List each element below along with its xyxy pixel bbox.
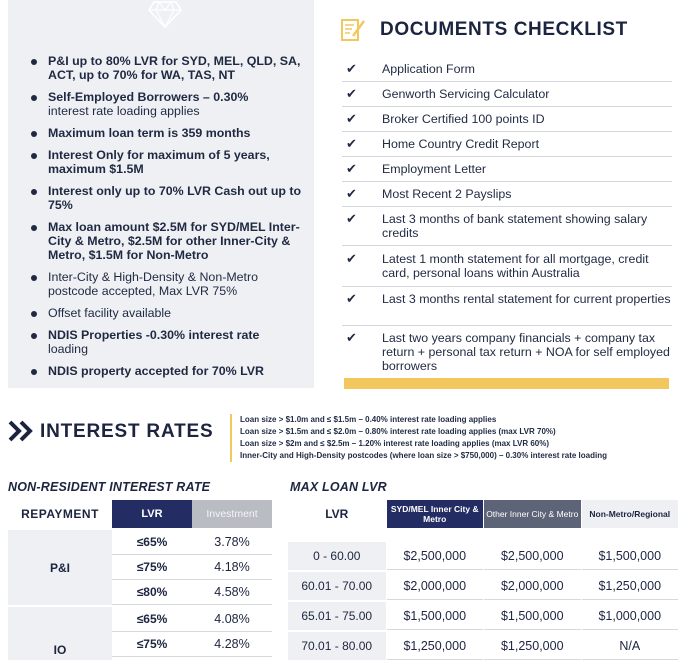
criteria-item: Self-Employed Borrowers – 0.30% interest rate loading applies — [28, 90, 308, 118]
check-icon: ✔ — [346, 211, 357, 226]
documents-checklist — [342, 57, 672, 378]
checklist-item: ✔ Genworth Servicing Calculator — [342, 82, 672, 107]
check-icon: ✔ — [346, 291, 357, 306]
checklist-item: ✔ Employment Letter — [342, 157, 672, 182]
repayment-label: P&I — [8, 530, 112, 605]
investment-header: Investment — [192, 500, 272, 528]
non-resident-rate-table — [8, 500, 272, 660]
checklist-icon — [340, 16, 366, 42]
loading-note: Inner-City and High-Density postcodes (where loan size > $750,000) – 0.30% interest rate loading — [240, 451, 607, 460]
loading-notes — [230, 414, 607, 462]
table-row: 0 - 60.00 $2,500,000 $2,500,000 $1,500,000 — [288, 542, 678, 570]
criteria-list — [28, 54, 308, 386]
checklist-item: ✔ Most Recent 2 Payslips — [342, 182, 672, 207]
loading-note: Loan size > $1.5m and ≤ $2.0m – 0.80% interest rate loading applies (max LVR 70%) — [240, 427, 556, 436]
table-header — [8, 500, 272, 528]
table-row: ≤65% 3.78% — [112, 530, 272, 555]
table-row: 65.01 - 75.00 $1,500,000 $1,500,000 $1,000,000 — [288, 602, 678, 630]
max-loan-table — [288, 500, 678, 660]
lvr-header: LVR — [325, 507, 349, 521]
repayment-header: REPAYMENT — [21, 507, 99, 521]
max-loan-heading: MAX LOAN LVR — [290, 480, 387, 494]
non-resident-heading: NON-RESIDENT INTEREST RATE — [8, 480, 211, 494]
checklist-item: ✔ Last two years company financials + company tax return + personal tax return + NOA for self employed borrowers — [342, 326, 672, 378]
loading-note: Loan size > $2m and ≤ $2.5m – 1.20% interest rate loading applies (max LVR 60%) — [240, 439, 550, 448]
repayment-label: IO — [8, 607, 112, 660]
check-icon: ✔ — [346, 61, 357, 76]
criteria-panel — [8, 0, 314, 388]
criteria-item: P&I up to 80% LVR for SYD, MEL, QLD, SA, ACT, up to 70% for WA, TAS, NT — [28, 54, 308, 82]
diamond-icon — [148, 0, 182, 28]
table-row: 60.01 - 70.00 $2,000,000 $2,000,000 $1,250,000 — [288, 572, 678, 600]
criteria-item: Interest Only for maximum of 5 years, maximum $1.5M — [28, 148, 308, 176]
check-icon: ✔ — [346, 251, 357, 266]
table-row: ≤75% 4.28% — [112, 632, 272, 657]
check-icon: ✔ — [346, 186, 357, 201]
check-icon: ✔ — [346, 330, 357, 345]
criteria-item: NDIS Properties -0.30% interest rate loading — [28, 328, 308, 356]
check-icon: ✔ — [346, 161, 357, 176]
documents-title: DOCUMENTS CHECKLIST — [380, 19, 628, 40]
criteria-item: Inter-City & High-Density & Non-Metro postcode accepted, Max LVR 75% — [28, 270, 308, 298]
table-header — [288, 500, 678, 528]
checklist-item: ✔ Last 3 months rental statement for current properties — [342, 287, 672, 326]
repayment-group — [8, 530, 272, 605]
table-row: ≤65% 4.08% — [112, 607, 272, 632]
checklist-item: ✔ Last 3 months of bank statement showing salary credits — [342, 207, 672, 246]
check-icon: ✔ — [346, 111, 357, 126]
checklist-item: ✔ Application Form — [342, 57, 672, 82]
criteria-item: Offset facility available — [28, 306, 308, 320]
table-row: 70.01 - 80.00 $1,250,000 $1,250,000 N/A — [288, 632, 678, 660]
syd-mel-header: SYD/MEL Inner City & Metro — [387, 500, 484, 528]
checklist-item: ✔ Latest 1 month statement for all mortgage, credit card, personal loans within Australia — [342, 246, 672, 287]
gold-divider — [344, 378, 669, 389]
criteria-item: Maximum loan term is 359 months — [28, 126, 308, 140]
table-row: ≤80% 4.58% — [112, 580, 272, 605]
check-icon: ✔ — [346, 136, 357, 151]
check-icon: ✔ — [346, 86, 357, 101]
criteria-item: Interest only up to 70% LVR Cash out up to 75% — [28, 184, 308, 212]
other-inner-city-header: Other Inner City & Metro — [484, 500, 581, 528]
repayment-group — [8, 607, 272, 660]
checklist-item: ✔ Broker Certified 100 points ID — [342, 107, 672, 132]
criteria-item: NDIS property accepted for 70% LVR — [28, 364, 308, 378]
loading-note: Loan size > $1.0m and ≤ $1.5m – 0.40% interest rate loading applies — [240, 415, 497, 424]
criteria-item: Max loan amount $2.5M for SYD/MEL Inter-City & Metro, $2.5M for other Inner-City & Metro, $1.5M for Non-Metro — [28, 220, 308, 262]
non-metro-header: Non-Metro/Regional — [582, 500, 679, 528]
table-row: ≤75% 4.18% — [112, 555, 272, 580]
interest-rates-title: INTEREST RATES — [40, 421, 214, 442]
double-chevron-icon — [8, 419, 34, 443]
checklist-item: ✔ Home Country Credit Report — [342, 132, 672, 157]
lvr-header: LVR — [112, 500, 192, 528]
